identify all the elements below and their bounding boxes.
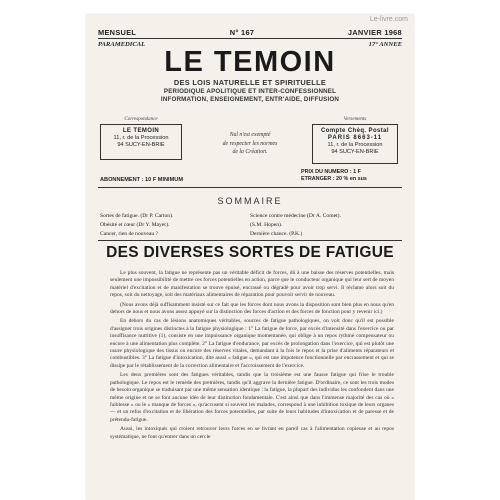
issue-price-line: PRIX DU NUMERO : 1 F bbox=[301, 169, 361, 175]
contents-bottom-rule bbox=[98, 240, 402, 241]
contents-item: Dernière chance. (P.K.) bbox=[250, 231, 303, 237]
category: PARAMEDICAL bbox=[98, 41, 146, 48]
contents-item: Obésité et cœur (Dr Y. Mayer). bbox=[100, 222, 170, 228]
issue-number: N° 167 bbox=[229, 28, 255, 37]
foreign-price-line: ETRANGER : 20 % en sus bbox=[301, 176, 367, 182]
contents-item: (S.M. Hopen). bbox=[250, 222, 283, 228]
watermark: Le-livre.com bbox=[369, 16, 408, 23]
contents-title: SOMMAIRE bbox=[217, 196, 283, 206]
contents-left-column bbox=[100, 212, 250, 239]
year-of-publication: 17° ANNEE bbox=[368, 41, 402, 48]
contents-item: Sortes de fatigue. (Dr P. Carton). bbox=[100, 213, 174, 219]
contents-right-column bbox=[250, 212, 400, 239]
article-paragraph: (Nous avons déjà suffisamment insisté sur ce fait que les forces dont nous avons la disposition sont bien plus en nous qu'en dehors de nous et nous avons assez appuyé sur la distinction des forces d'action et des forces de fonction pour y revenir ici.) bbox=[110, 301, 394, 316]
motto bbox=[204, 131, 296, 157]
issue-info-bar bbox=[98, 28, 402, 37]
masthead-title: LE TEMOIN bbox=[164, 46, 336, 78]
frequency: MENSUEL bbox=[98, 28, 137, 37]
article-paragraph: Les deux premières sont des fatigues véritables, tandis que la troisième est une fausse fatigue qui frise le trouble pathologique. Le repos est le remède des premières, tandis qu'il aggrave la dernière fatigue. D'ordinaire, ce sont les trois modes de besoin organique se traduisant par une même sensation identique : la fatigue, la plupart des individus les confondent dans une même origine et ne se font aucune idée de leur distinction fondamentale. C'est ainsi que dans l'immense majorité des cas où « faiblesse » ou le « manque de forces », qu'accusent si souvent les malades, correspond à une inhibition toxique de leurs organes — et un refus d'excitation et de libération des forces potentielles, par suite de leurs habitudes d'intoxication et de paresse et de prétendu-fatigue. bbox=[110, 372, 394, 423]
masthead-subtitle: PERIODIQUE APOLITIQUE ET INTER-CONFESSIONNEL bbox=[163, 88, 337, 95]
newsletter-page bbox=[86, 14, 414, 500]
masthead-tagline: DES LOIS NATURELLE ET SPIRITUELLE bbox=[173, 78, 327, 87]
top-rule bbox=[98, 38, 402, 39]
correspondance-label: Correspondance bbox=[124, 117, 158, 122]
versements-label: Versements bbox=[343, 117, 367, 122]
correspondance-street: 11, r. de la Procession bbox=[113, 135, 169, 141]
motto-line-2: de respecter les normes bbox=[222, 140, 278, 147]
article-paragraph: En dehors du cas de lésions anatomiques véritables, sources de fatigue pathologiques, on voit donc qu'il est possible d'assigner trois origines distinctes à la fatigue physiologique : 1° La fatigue de force, par excès d'intensité dans l'exercice ou par insuffisance nutritive (1), consiste en une impuissance organique momentanée, qui oblige à un repos rythmé compensateur ou encore à une alimentation plus complète. 2° La fatigue d'endurance, par excès de prolongation dans l'exercice, qui est plutôt une usure physiologique des tissus ou encore des réserves vitales, demandant à la fois le repos et la prise d'aliments réparateurs et combustibles. 3° La fatigue d'intoxication, dite aussi « fatigue », qui est une impotence fonctionnelle par encrassement et qui se dissipe par le rétablissement de la correction alimentaire et l'accroissement de l'exercice. bbox=[110, 318, 394, 369]
motto-line-1: Nul n'est exempté bbox=[229, 132, 271, 138]
issue-price bbox=[301, 169, 367, 183]
correspondance-name: LE TEMOIN bbox=[122, 128, 160, 134]
masthead-bottom-rule bbox=[98, 187, 402, 188]
versements-street: 11, r. de la Procession bbox=[327, 142, 383, 148]
article-headline: DES DIVERSES SORTES DE FATIGUE bbox=[106, 244, 394, 261]
contents-list bbox=[100, 212, 400, 239]
versements-box bbox=[312, 124, 398, 164]
motto-line-3: de la Création. bbox=[232, 149, 268, 155]
correspondance-box bbox=[100, 124, 182, 160]
versements-account-type: Compte Chèq. Postal bbox=[321, 128, 389, 134]
subscription-price: ABONNEMENT : 10 F MINIMUM bbox=[100, 177, 183, 183]
article-body bbox=[110, 270, 394, 443]
correspondance-city: 94 SUCY-EN-BRIE bbox=[117, 142, 165, 148]
issue-date: JANVIER 1968 bbox=[347, 28, 402, 37]
masthead-subtitle-2: INFORMATION, ENSEIGNEMENT, ENTR'AIDE, DIFFUSION bbox=[160, 96, 340, 103]
versements-city: 94 SUCY-EN-BRIE bbox=[331, 149, 379, 155]
article-paragraph: Le plus souvent, la fatigue ne représente pas un véritable déficit de forces, dû à une baisse des réserves potentielles, mais seulement une impossibilité de mettre ces forces potentielles en action, parce que le conducteur organique qui leur sert de moyen matériel d'excitation et de manifestation se trouve épuisé, encrassé ou dégradé pour avoir trop servi. Il réclame alors soit du repos, soit du nettoyage, soit des matériaux alimentaires de réparation pour pouvoir servir de nouveau. bbox=[110, 270, 394, 299]
contents-item: Cancer, rien de nouveau ? bbox=[100, 231, 159, 237]
contents-item: Science contre médecine (Dr A. Comet). bbox=[250, 213, 341, 219]
versements-account-number: PARIS 8663-11 bbox=[327, 135, 383, 141]
article-paragraph: Aussi, les intoxiqués qui croient retrouver leurs forces en se livrant en pareil cas à l'alimentation copieuse et au repos systématique, ne font qu'entrer dans un cercle bbox=[110, 426, 394, 440]
